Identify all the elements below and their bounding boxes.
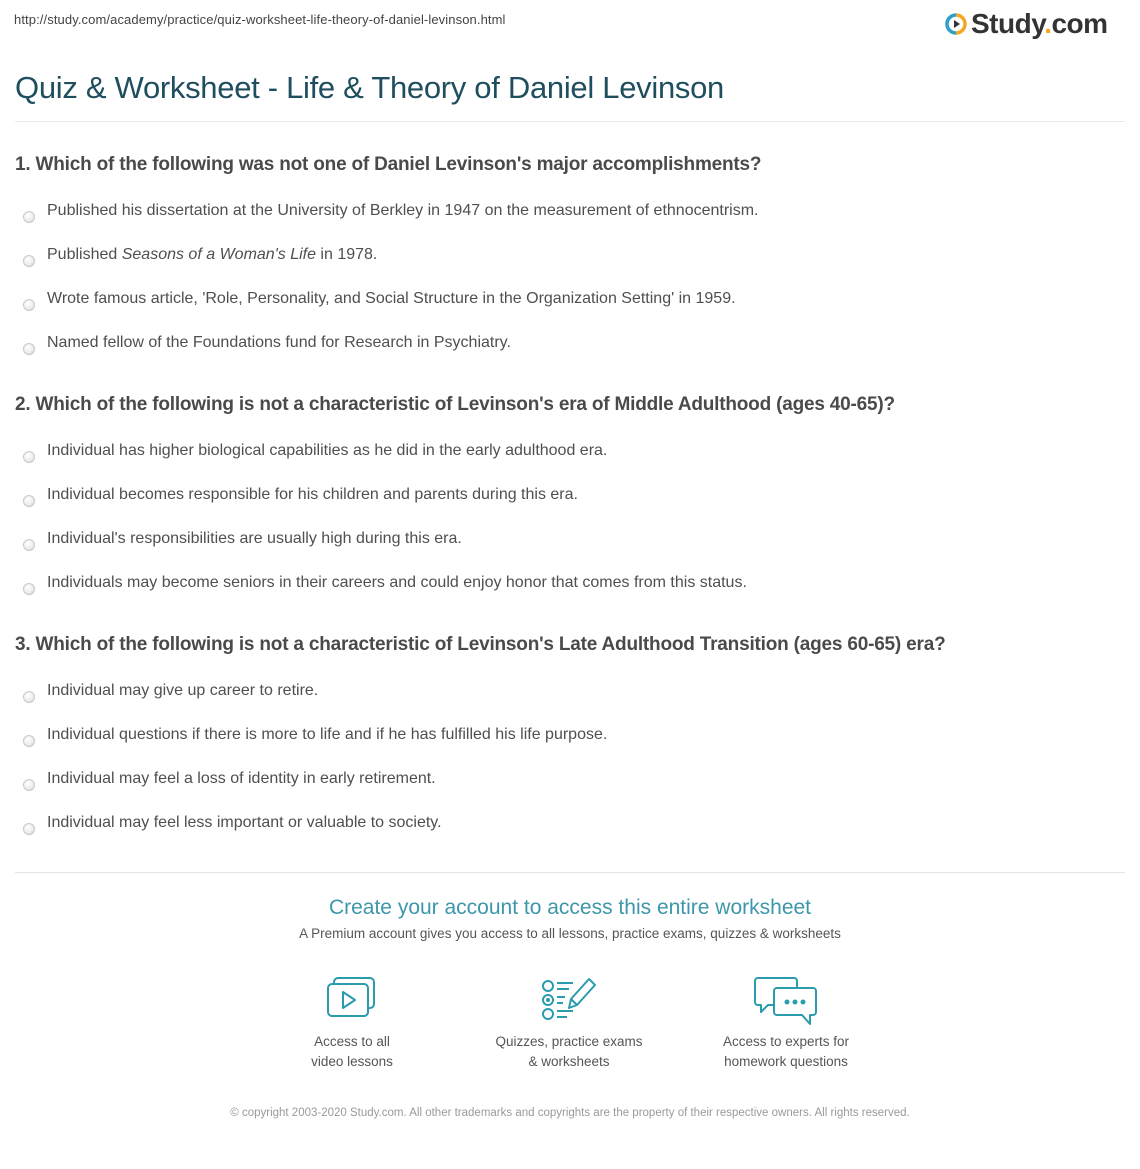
logo-word-study: Study [971,8,1045,39]
radio-button-icon[interactable] [23,691,35,703]
feature-video-lessons [252,976,452,1072]
feature-label-line1: Quizzes, practice exams [495,1034,643,1049]
answer-option[interactable] [15,195,1125,239]
feature-label-line2: video lessons [311,1054,393,1069]
quiz-checklist-icon [541,976,597,1022]
radio-button-icon[interactable] [23,823,35,835]
option-label: Individual questions if there is more to life and if he has fulfilled his life purpose. [47,726,608,743]
chat-bubbles-icon [754,976,818,1028]
create-account-link[interactable]: Create your account to access this entire worksheet [328,896,812,919]
answer-option[interactable] [15,327,1125,371]
option-label: Individual may feel a loss of identity in early retirement. [47,770,436,787]
radio-button-icon[interactable] [23,539,35,551]
question-prompt: Which of the following is not a characteristic of Levinson's Late Adulthood Transition (ages 60-65) era? [35,634,946,655]
option-label: Individual's responsibilities are usually high during this era. [47,530,462,547]
answer-option[interactable] [15,763,1125,807]
feature-label-line2: homework questions [724,1054,848,1069]
radio-button-icon[interactable] [23,255,35,267]
question-1 [15,154,1125,371]
radio-button-icon[interactable] [23,583,35,595]
option-label: Individual has higher biological capabilities as he did in the early adulthood era. [47,442,608,459]
answer-options [15,195,1125,371]
feature-label [252,1032,452,1072]
option-label-prefix: Published [47,246,122,263]
question-text [15,154,1125,176]
radio-button-icon[interactable] [23,495,35,507]
feature-experts [686,976,886,1072]
option-label: Individual may give up career to retire. [47,682,319,699]
radio-button-icon[interactable] [23,343,35,355]
copyright-notice: © copyright 2003-2020 Study.com. All other trademarks and copyrights are the property of their respective owners. All rights reserved. [230,1107,910,1119]
play-ring-logo-icon [945,13,967,35]
logo-dot: . [1044,8,1052,39]
answer-option[interactable] [15,283,1125,327]
answer-option[interactable] [15,719,1125,763]
answer-options [15,675,1125,851]
feature-label [469,1032,669,1072]
radio-button-icon[interactable] [23,211,35,223]
title-divider [15,121,1125,122]
feature-label-line2: & worksheets [528,1054,610,1069]
option-label: Individual becomes responsible for his children and parents during this era. [47,486,578,503]
answer-option[interactable] [15,523,1125,567]
radio-button-icon[interactable] [23,451,35,463]
question-prompt: Which of the following is not a characteristic of Levinson's era of Middle Adulthood (ages 40-65)? [35,394,895,415]
logo-word-com: com [1051,8,1108,39]
logo-wordmark [971,9,1108,39]
answer-option[interactable] [15,675,1125,719]
option-label [47,246,377,264]
option-label: Individuals may become seniors in their careers and could enjoy honor that comes from this status. [47,574,747,591]
question-number: 1. [15,154,31,175]
study-com-logo[interactable] [945,9,1108,39]
answer-option[interactable] [15,567,1125,611]
answer-option[interactable] [15,435,1125,479]
question-text [15,394,1125,416]
page-title: Quiz & Worksheet - Life & Theory of Daniel Levinson [15,70,724,105]
feature-label-line1: Access to all [314,1034,390,1049]
question-number: 3. [15,634,31,655]
question-prompt: Which of the following was not one of Daniel Levinson's major accomplishments? [35,154,762,175]
option-label-book-title: Seasons of a Woman's Life [121,246,316,263]
question-2 [15,394,1125,611]
video-lessons-icon [326,976,378,1022]
radio-button-icon[interactable] [23,299,35,311]
feature-label [686,1032,886,1072]
radio-button-icon[interactable] [23,779,35,791]
question-3 [15,634,1125,851]
cta-divider [15,872,1125,873]
option-label: Named fellow of the Foundations fund for Research in Psychiatry. [47,334,511,351]
answer-option[interactable] [15,479,1125,523]
question-number: 2. [15,394,31,415]
feature-quizzes [469,976,669,1072]
answer-options [15,435,1125,611]
option-label-suffix: in 1978. [315,246,378,263]
option-label: Individual may feel less important or valuable to society. [47,814,442,831]
question-text [15,634,1125,656]
answer-option[interactable] [15,807,1125,851]
feature-label-line1: Access to experts for [722,1034,850,1049]
option-label: Published his dissertation at the University of Berkley in 1947 on the measurement of ethnocentrism. [47,202,759,219]
radio-button-icon[interactable] [23,735,35,747]
page-url: http://study.com/academy/practice/quiz-worksheet-life-theory-of-daniel-levinson.html [14,12,506,27]
option-label: Wrote famous article, 'Role, Personality, and Social Structure in the Organization Setting' in 1959. [47,290,736,307]
premium-description: A Premium account gives you access to all lessons, practice exams, quizzes & worksheets [299,926,841,941]
answer-option[interactable] [15,239,1125,283]
